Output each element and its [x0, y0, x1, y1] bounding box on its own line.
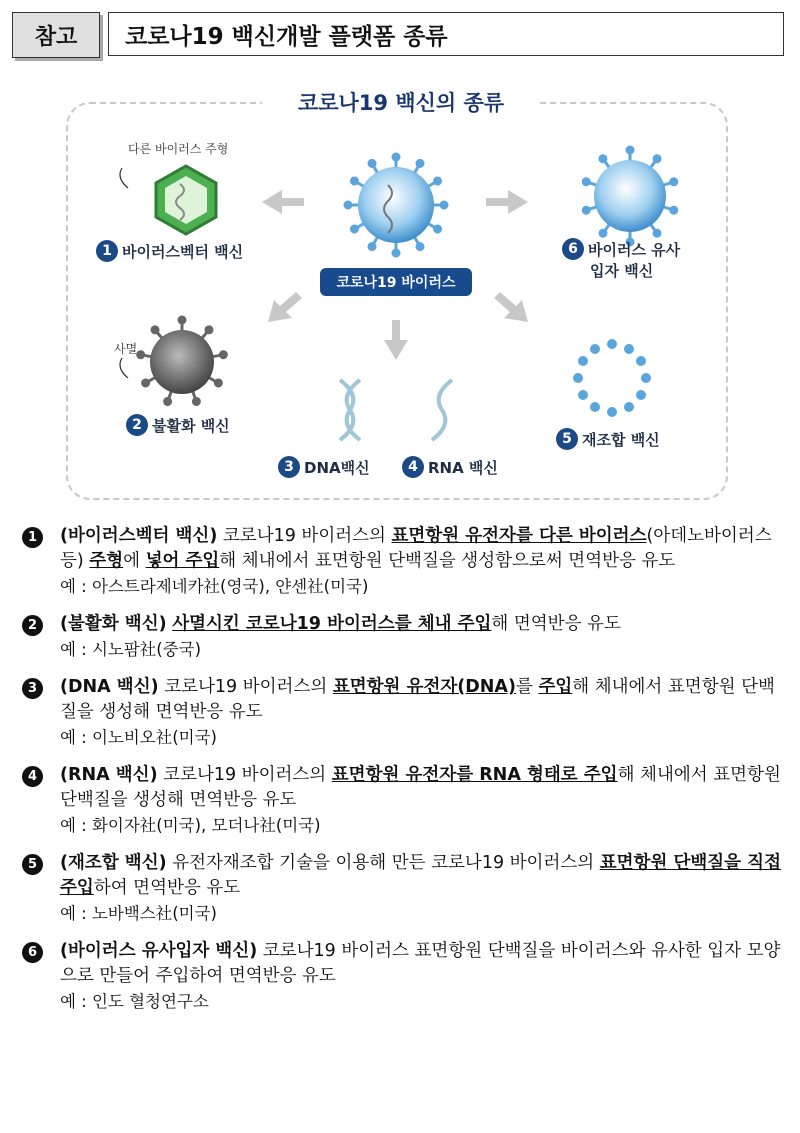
inactivated-virus-icon	[136, 316, 228, 407]
rna-strand-icon	[432, 380, 452, 440]
label-inactivated-vaccine: 2 불활화 백신	[126, 414, 230, 436]
list-item: 4 (RNA 백신) 코로나19 바이러스의 표면항원 유전자를 RNA 형태로 주입해 체내에서 표면항원 단백질을 생성해 면역반응 유도 예 : 화이자社(미국), 모더나社(미국)	[20, 763, 790, 838]
number-badge: 2	[22, 615, 43, 636]
example-line: 예 : 인도 혈청연구소	[60, 992, 209, 1011]
example-line: 예 : 시노팜社(중국)	[60, 640, 202, 659]
list-item: 5 (재조합 백신) 유전자재조합 기술을 이용해 만든 코로나19 바이러스의 표면항원 단백질을 직접 주입하여 면역반응 유도 예 : 노바백스社(미국)	[20, 851, 790, 926]
page-title: 코로나19 백신개발 플랫폼 종류	[108, 12, 784, 56]
diagram-title: 코로나19 백신의 종류	[262, 88, 540, 118]
recombinant-protein-icon	[573, 339, 651, 417]
list-item: 1 (바이러스벡터 백신) 코로나19 바이러스의 표면항원 유전자를 다른 바이러스(아데노바이러스 등) 주형에 넣어 주입해 체내에서 표면항원 단백질을 생성함으로써 면역반응 유도 예 : 아스트라제네카社(영국), 얀센社(미국)	[20, 524, 790, 599]
number-badge: 3	[22, 678, 43, 699]
vaccine-list	[20, 524, 790, 1027]
example-line: 예 : 노바백스社(미국)	[60, 904, 217, 923]
label-vlp-vaccine: 6 바이러스 유사	[562, 238, 680, 260]
number-badge: 1	[22, 527, 43, 548]
example-line: 예 : 아스트라제네카社(영국), 얀센社(미국)	[60, 577, 369, 596]
label-vector-vaccine: 1 바이러스벡터 백신	[96, 240, 243, 262]
note-kill: 사멸	[114, 342, 138, 356]
list-item: 6 (바이러스 유사입자 백신) 코로나19 바이러스 표면항원 단백질을 바이러스와 유사한 입자 모양으로 만들어 주입하여 면역반응 유도 예 : 인도 혈청연구소	[20, 939, 790, 1014]
number-badge: 6	[22, 942, 43, 963]
number-badge: 4	[22, 766, 43, 787]
number-badge: 5	[22, 854, 43, 875]
corona-virus-label: 코로나19 바이러스	[320, 268, 472, 296]
note-other-virus: 다른 바이러스 주형	[128, 142, 229, 156]
example-line: 예 : 화이자社(미국), 모더나社(미국)	[60, 816, 321, 835]
label-rna-vaccine: 4 RNA 백신	[402, 456, 498, 478]
reference-tag: 참고	[12, 12, 100, 58]
label-recombinant-vaccine: 5 재조합 백신	[556, 428, 660, 450]
list-item: 2 (불활화 백신) 사멸시킨 코로나19 바이러스를 체내 주입해 면역반응 유도 예 : 시노팜社(중국)	[20, 612, 790, 662]
dna-strand-icon	[340, 380, 360, 440]
label-dna-vaccine: 3 DNA백신	[278, 456, 370, 478]
vector-virus-icon	[156, 166, 216, 234]
list-item: 3 (DNA 백신) 코로나19 바이러스의 표면항원 유전자(DNA)를 주입해 체내에서 표면항원 단백질을 생성해 면역반응 유도 예 : 이노비오社(미국)	[20, 675, 790, 750]
example-line: 예 : 이노비오社(미국)	[60, 728, 217, 747]
vlp-virus-icon	[581, 146, 679, 246]
corona-virus-icon	[344, 153, 448, 257]
label-vlp-vaccine-line2: 입자 백신	[590, 262, 654, 280]
